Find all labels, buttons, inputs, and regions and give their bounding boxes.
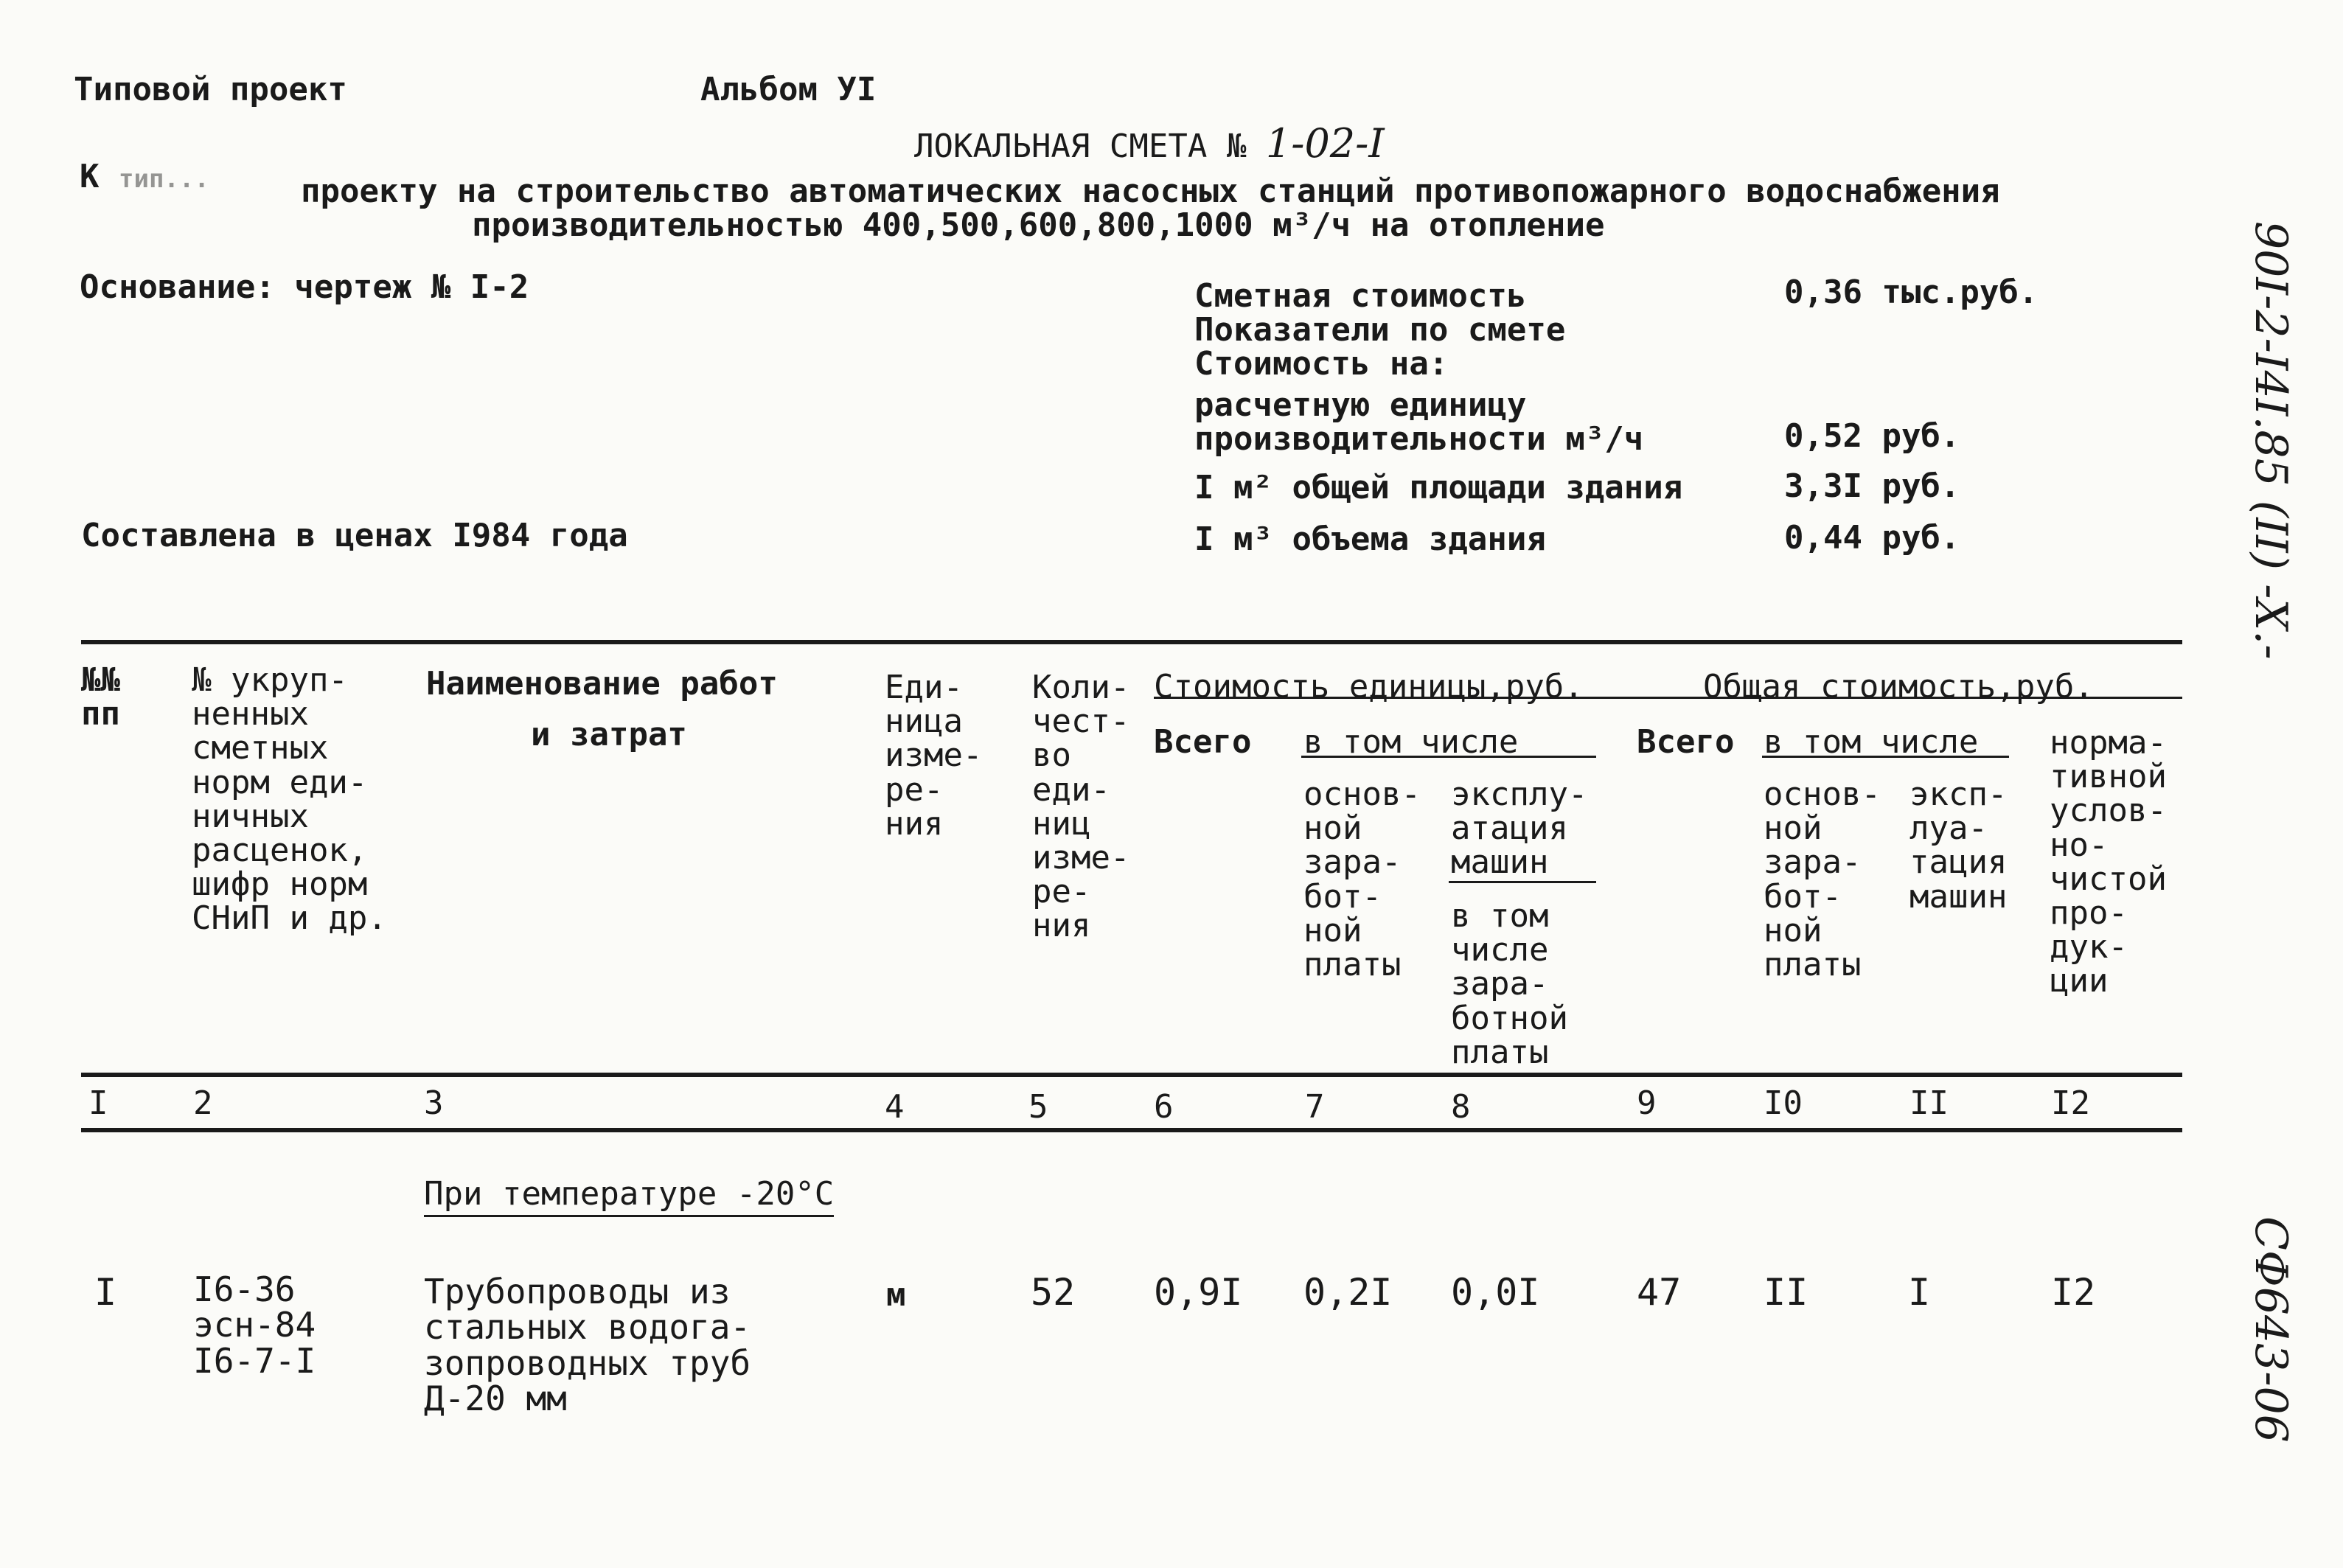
- table-top-rule: [81, 640, 2182, 644]
- row-unit-machine: 0,0I: [1451, 1271, 1540, 1314]
- header-incl-unit: в том числе: [1303, 723, 1519, 761]
- colnum-9: 9: [1637, 1084, 1657, 1122]
- header-col-3a: Наименование работ: [426, 665, 778, 703]
- purpose-line-2: производительностью 400,500,600,800,1000 м³/ч на отопление: [472, 206, 1605, 244]
- summary-cost-on-label: Стоимость на:: [1194, 345, 1449, 383]
- colnum-1: I: [88, 1084, 108, 1122]
- summary-unit-value: 0,52 руб.: [1784, 417, 1960, 455]
- summary-unit-label-2: производительности м³/ч: [1194, 420, 1644, 458]
- colnum-12: I2: [2051, 1084, 2090, 1122]
- summary-volume-value: 0,44 руб.: [1784, 519, 1960, 557]
- summary-cost-value: 0,36 тыс.руб.: [1784, 273, 2039, 311]
- header-col-8b: в том числе зара- ботной платы: [1451, 897, 1568, 1071]
- prices-line: Составлена в ценах I984 года: [81, 517, 628, 554]
- header-col-6: Всего: [1154, 723, 1252, 761]
- header-col-11: эксп- луа- тация машин: [1909, 776, 2008, 916]
- estimate-title-text: ЛОКАЛЬНАЯ СМЕТА №: [914, 128, 1247, 165]
- colnum-bottom-rule: [81, 1128, 2182, 1132]
- header-col-9: Всего: [1637, 723, 1735, 761]
- basis-line: Основание: чертеж № I-2: [80, 268, 529, 306]
- header-col-4: Еди- ница изме- ре- ния: [885, 669, 983, 843]
- estimate-title: [914, 120, 1385, 167]
- header-col-3b: и затрат: [531, 716, 687, 753]
- colnum-8: 8: [1451, 1088, 1471, 1126]
- row-total-machine: I: [1908, 1271, 1931, 1314]
- summary-indicators-label: Показатели по смете: [1194, 311, 1566, 349]
- colnum-11: II: [1909, 1084, 1949, 1122]
- row-norm: I2: [2051, 1271, 2096, 1314]
- row-qty: 52: [1031, 1271, 1076, 1314]
- colnum-6: 6: [1154, 1088, 1174, 1126]
- row-unit-total: 0,9I: [1154, 1271, 1243, 1314]
- header-col-12: норма- тивной услов- но- чистой про- дук- ции: [2050, 724, 2167, 1000]
- row-no: I: [94, 1271, 117, 1314]
- row-total: 47: [1637, 1271, 1682, 1314]
- summary-cost-label: Сметная стоимость: [1194, 277, 1527, 315]
- header-unit-cost: Стоимость единицы,руб.: [1154, 668, 1584, 705]
- summary-unit-label-1: расчетную единицу: [1194, 386, 1527, 424]
- header-col-8a: эксплу- атация машин: [1451, 776, 1588, 882]
- row-code: I6-36 эсн-84 I6-7-I: [193, 1269, 316, 1381]
- row-name: Трубопроводы из стальных водога- зопроводных труб Д-20 мм: [424, 1272, 751, 1418]
- header-incl-total: в том числе: [1764, 723, 1979, 761]
- summary-volume-label: I м³ объема здания: [1194, 520, 1546, 558]
- colnum-7: 7: [1305, 1088, 1325, 1126]
- machine-rule-unit: [1449, 881, 1596, 883]
- album-label: Альбом УI: [700, 71, 877, 108]
- header-bottom-rule: [81, 1073, 2182, 1077]
- header-total-cost: Общая стоимость,руб.: [1703, 668, 2094, 705]
- row-total-wage: II: [1764, 1271, 1808, 1314]
- summary-area-label: I м² общей площади здания: [1194, 469, 1683, 506]
- header-col-7: основ- ной зара- бот- ной платы: [1303, 776, 1421, 983]
- header-col-10: основ- ной зара- бот- ной платы: [1764, 776, 1881, 983]
- purpose-smudge: тип...: [119, 164, 209, 194]
- estimate-number: 1-02-I: [1265, 120, 1385, 167]
- row-unit-wage: 0,2I: [1303, 1271, 1393, 1314]
- purpose-line-1: проекту на строительство автоматических насосных станций противопожарного водоснабжения: [301, 173, 2000, 210]
- header-col-5: Коли- чест- во еди- ниц изме- ре- ния: [1032, 669, 1130, 945]
- summary-area-value: 3,3I руб.: [1784, 467, 1960, 505]
- colnum-4: 4: [885, 1088, 905, 1126]
- purpose-prefix: [80, 158, 209, 195]
- colnum-2: 2: [193, 1084, 213, 1122]
- project-type: Типовой проект: [74, 71, 347, 108]
- margin-note-bottom: СФ643-06: [2245, 1216, 2297, 1443]
- section-title: При температуре -20°С: [424, 1178, 834, 1217]
- colnum-10: I0: [1764, 1084, 1803, 1122]
- row-unit: м: [886, 1276, 906, 1314]
- header-col-1: №№ пп: [81, 661, 120, 734]
- purpose-to-label: К: [80, 158, 100, 195]
- colnum-3: 3: [424, 1084, 444, 1122]
- margin-note-top: 90I-2-I4I.85 (II) -Х.-: [2245, 221, 2297, 660]
- colnum-5: 5: [1028, 1088, 1048, 1126]
- header-col-2: № укруп- ненных сметных норм еди- ничных расценок, шифр норм СНиП и др.: [192, 661, 387, 938]
